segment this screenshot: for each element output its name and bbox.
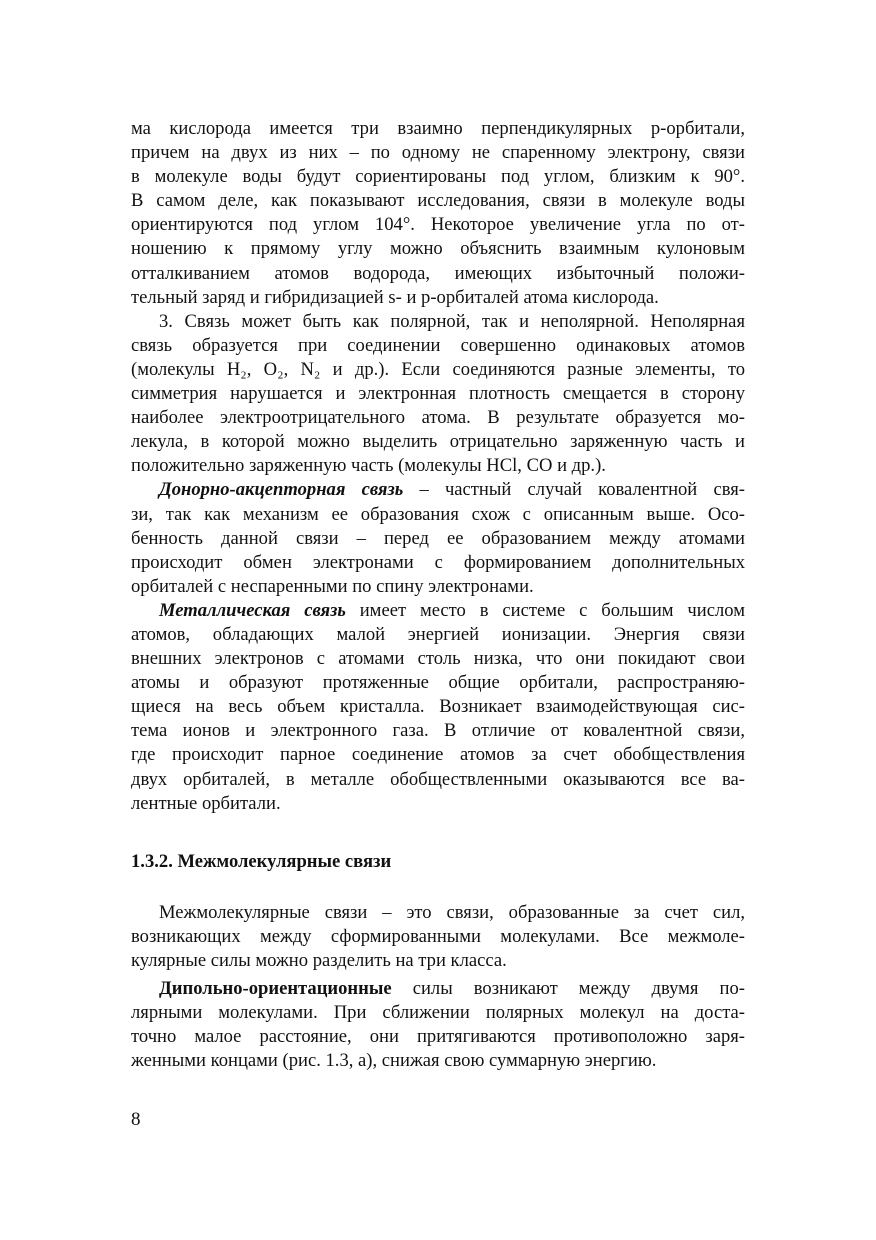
- text-line: точно малое расстояние, они притягиваются противоположно заря-: [131, 1026, 745, 1048]
- text-line: где происходит парное соединение атомов за счет обобществления: [131, 744, 745, 766]
- text-line: лентные орбитали.: [131, 792, 281, 814]
- text-run: – частный случай ковалентной свя-: [403, 479, 745, 501]
- text-line: женными концами (рис. 1.3, а), снижая свою суммарную энергию.: [131, 1050, 657, 1072]
- text-line: отталкиванием атомов водорода, имеющих избыточный положи-: [131, 262, 745, 284]
- text-line: щиеся на весь объем кристалла. Возникает взаимодействующая сис-: [131, 696, 745, 718]
- text-line: [131, 478, 745, 502]
- text-line: ношению к прямому углу можно объяснить взаимным кулоновым: [131, 238, 745, 260]
- text-line: бенность данной связи – перед ее образованием между атомами: [131, 527, 745, 549]
- paragraph-3: [131, 478, 745, 598]
- text-line: возникающих между сформированными молекулами. Все межмоле-: [131, 925, 745, 947]
- text-line: [131, 599, 745, 623]
- text-line: связь образуется при соединении совершенно одинаковых атомов: [131, 334, 745, 356]
- paragraph-1: [131, 117, 745, 310]
- paragraph-5: [131, 901, 745, 973]
- text-run: силы возникают между двумя по-: [391, 978, 745, 999]
- text-line: двух орбиталей, в металле обобществленными оказываются все ва-: [131, 768, 745, 790]
- text-line: кулярные силы можно разделить на три класса.: [131, 949, 507, 971]
- text-line: ориентируются под углом 104°. Некоторое увеличение угла по от-: [131, 214, 745, 236]
- text-line: атомов, обладающих малой энергией ионизации. Энергия связи: [131, 623, 745, 645]
- text-line: лекула, в которой можно выделить отрицательно заряженную часть и: [131, 431, 745, 453]
- text-line: атомы и образуют протяженные общие орбитали, распространяю-: [131, 672, 745, 694]
- paragraph-6: [131, 977, 745, 1073]
- text-line: зи, так как механизм ее образования схож с описанным выше. Осо-: [131, 503, 745, 525]
- paragraph-4: [131, 599, 745, 816]
- text-line: орбиталей с неспаренными по спину электронами.: [131, 575, 534, 597]
- text-line: [131, 977, 745, 1001]
- term-metallic-bond: Металлическая связь: [159, 599, 346, 621]
- text-line: 3. Связь может быть как полярной, так и неполярной. Неполярная: [159, 310, 745, 332]
- text-line: причем на двух из них – по одному не спаренному электрону, связи: [131, 142, 745, 164]
- term-dipole-orientation: Дипольно-ориентационные: [159, 978, 392, 999]
- text-run: имеет место в системе с большим числом: [345, 599, 745, 621]
- text-line: ма кислорода имеется три взаимно перпендикулярных p-орбитали,: [131, 118, 745, 139]
- text-line: лярными молекулами. При сближении полярных молекул на доста-: [131, 1002, 745, 1024]
- text-line: В самом деле, как показывают исследования, связи в молекуле воды: [131, 190, 745, 212]
- page-number: 8: [131, 1109, 141, 1130]
- text-line: (молекулы H₂, O₂, N₂ и др.). Если соединяются разные элементы, то: [131, 358, 745, 380]
- text-line: тельный заряд и гибридизацией s- и p-орбиталей атома кислорода.: [131, 286, 659, 308]
- text-line: в молекуле воды будут сориентированы под углом, близким к 90°.: [131, 166, 745, 188]
- text-line: внешних электронов с атомами столь низка, что они покидают свои: [131, 648, 745, 670]
- text-line: Межмолекулярные связи – это связи, образованные за счет сил,: [159, 901, 745, 923]
- page-body: [131, 117, 745, 1073]
- text-line: тема ионов и электронного газа. В отличие от ковалентной связи,: [131, 720, 745, 742]
- section-heading: 1.3.2. Межмолекулярные связи: [131, 850, 392, 872]
- term-donor-acceptor-bond: Донорно-акцепторная связь: [159, 479, 404, 501]
- paragraph-2: [131, 310, 745, 479]
- text-line: положительно заряженную часть (молекулы HCl, CO и др.).: [131, 455, 606, 477]
- text-line: происходит обмен электронами с формированием дополнительных: [131, 551, 745, 573]
- text-line: симметрия нарушается и электронная плотность смещается в сторону: [131, 383, 745, 405]
- text-line: наиболее электроотрицательного атома. В результате образуется мо-: [131, 407, 745, 429]
